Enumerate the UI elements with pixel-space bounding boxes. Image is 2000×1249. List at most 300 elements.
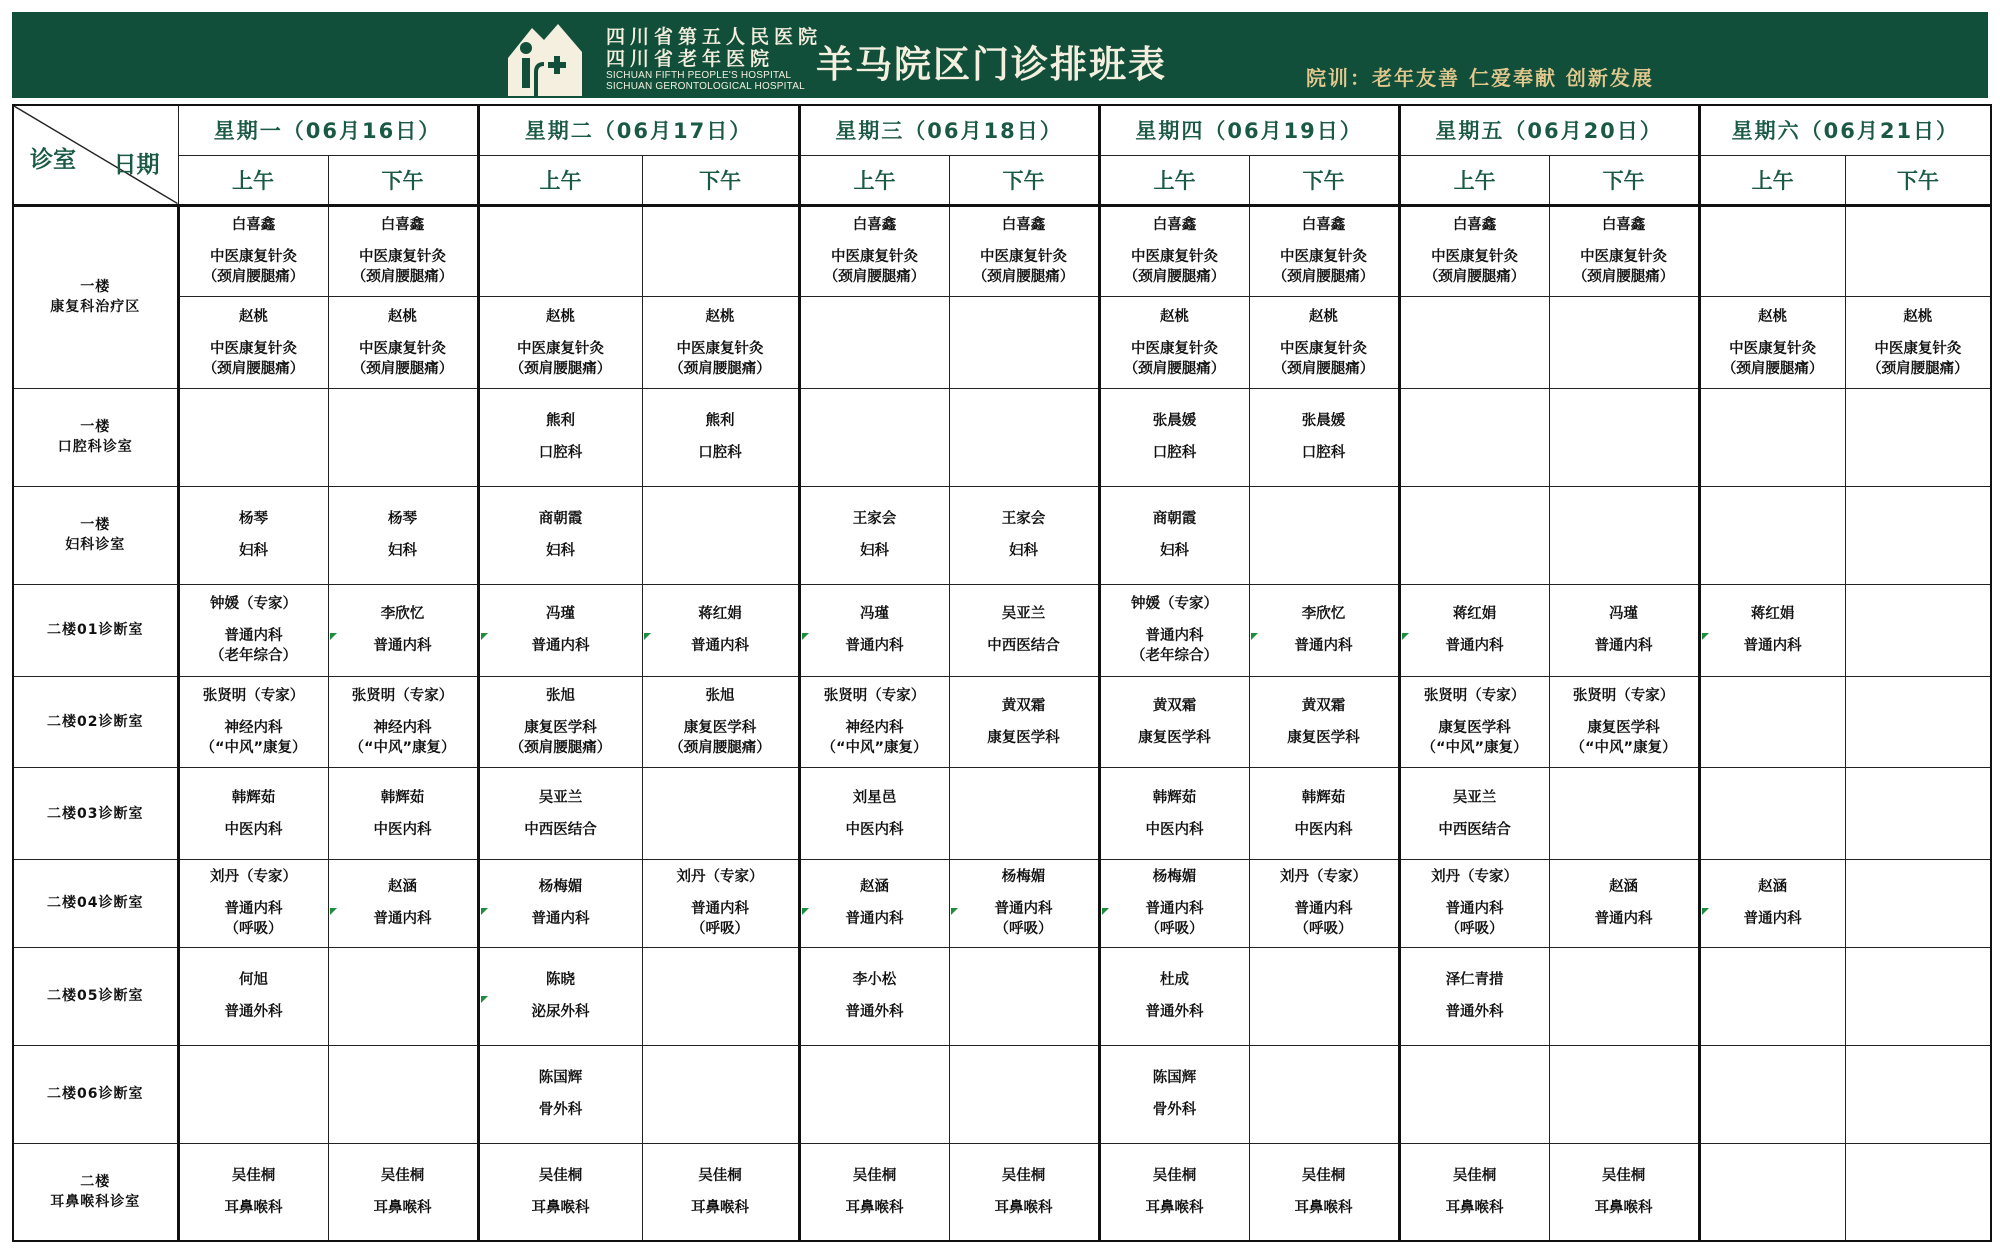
department-name: 康复医学科	[1587, 719, 1660, 736]
department-name: 中医康复针灸	[210, 249, 297, 266]
schedule-cell	[1099, 205, 1249, 297]
doctor-name: 刘丹（专家）	[1431, 869, 1519, 886]
department-name: 普通内科	[1145, 628, 1204, 645]
doctor-name: 王家会	[852, 511, 897, 528]
schedule-cell	[642, 486, 799, 584]
department-name: 中医康复针灸	[1874, 340, 1962, 357]
schedule-cell	[1399, 1045, 1549, 1143]
doctor-name: 赵涵	[1758, 879, 1788, 896]
schedule-cell	[1549, 584, 1699, 676]
schedule-cell	[642, 389, 799, 487]
department-name: （颈肩腰腿痛）	[823, 269, 926, 286]
period-header-am: 上午	[478, 155, 642, 205]
room-label	[13, 947, 178, 1045]
department-name: 普通内科	[1294, 638, 1353, 655]
department-name: （颈肩腰腿痛）	[1867, 360, 1969, 377]
doctor-name: 吴佳桐	[1152, 1167, 1197, 1184]
room-label-line: 二楼01诊断室	[47, 622, 144, 639]
department-name: 耳鼻喉科	[1594, 1199, 1653, 1216]
schedule-cell	[949, 584, 1099, 676]
schedule-cell	[949, 1143, 1099, 1241]
department-name: （“中风”康复）	[821, 739, 928, 756]
doctor-name: 白喜鑫	[852, 217, 897, 234]
department-name: 普通内科	[531, 911, 590, 928]
schedule-cell	[799, 297, 949, 389]
schedule-table	[12, 104, 1992, 1242]
schedule-cell	[478, 584, 642, 676]
department-name: 普通内科	[1145, 901, 1204, 918]
room-label-line: 二楼	[80, 1173, 111, 1190]
doctor-name: 吴佳桐	[1001, 1167, 1046, 1184]
schedule-cell	[328, 584, 478, 676]
department-name: 骨外科	[538, 1102, 583, 1119]
doctor-name: 黄双霜	[1301, 697, 1346, 714]
schedule-cell	[178, 486, 328, 584]
day-header: 星期四（06月19日）	[1099, 105, 1399, 155]
department-name: 耳鼻喉科	[1294, 1199, 1353, 1216]
schedule-cell	[1845, 205, 1991, 297]
schedule-cell	[642, 947, 799, 1045]
doctor-name: 白喜鑫	[1601, 217, 1646, 234]
department-name: 妇科	[860, 543, 890, 560]
department-name: 口腔科	[1301, 445, 1346, 462]
schedule-cell	[949, 676, 1099, 768]
schedule-cell	[178, 584, 328, 676]
schedule-cell	[1399, 584, 1549, 676]
department-name: （颈肩腰腿痛）	[1272, 269, 1375, 286]
schedule-cell	[1249, 584, 1399, 676]
doctor-name: 吴佳桐	[380, 1167, 425, 1184]
page-title: 羊马院区门诊排班表	[816, 43, 1167, 86]
doctor-name: 赵涵	[388, 879, 417, 896]
department-name: （颈肩腰腿痛）	[351, 269, 454, 286]
room-label-line: 口腔科诊室	[57, 439, 133, 456]
schedule-cell	[1699, 584, 1845, 676]
schedule-cell	[1099, 676, 1249, 768]
department-name: （“中风”康复）	[200, 739, 307, 756]
department-name: 中医康复针灸	[1131, 249, 1219, 266]
schedule-cell	[1399, 1143, 1549, 1241]
schedule-cell	[178, 768, 328, 860]
room-label-line: 耳鼻喉科诊室	[50, 1193, 141, 1210]
room-label-line: 康复科治疗区	[50, 299, 141, 316]
schedule-cell	[178, 947, 328, 1045]
schedule-cell	[1399, 205, 1549, 297]
hospital-name-block	[606, 26, 822, 92]
table-row	[13, 486, 1991, 584]
department-name: 耳鼻喉科	[531, 1199, 590, 1216]
doctor-name: 杨琴	[239, 511, 268, 528]
room-label	[13, 389, 178, 487]
department-name: 中医内科	[224, 821, 283, 838]
department-name: 耳鼻喉科	[224, 1199, 283, 1216]
department-name: 普通内科	[224, 901, 283, 918]
doctor-name: 赵桃	[1758, 308, 1788, 325]
department-name: 口腔科	[538, 445, 583, 462]
schedule-cell	[1845, 297, 1991, 389]
period-header-am: 上午	[1099, 155, 1249, 205]
department-name: （呼吸）	[994, 921, 1053, 938]
schedule-cell	[1549, 1143, 1699, 1241]
department-name: 中医康复针灸	[1580, 249, 1668, 266]
department-name: （颈肩腰腿痛）	[1721, 360, 1824, 377]
department-name: 普通内科	[224, 628, 283, 645]
schedule-cell	[328, 389, 478, 487]
department-name: 口腔科	[1152, 445, 1197, 462]
schedule-cell	[1099, 486, 1249, 584]
schedule-cell	[178, 1045, 328, 1143]
doctor-name: 冯瑾	[1609, 606, 1639, 623]
doctor-name: 白喜鑫	[380, 217, 425, 234]
schedule-cell	[1699, 389, 1845, 487]
corner-header	[13, 105, 178, 205]
room-label-line: 二楼05诊断室	[47, 988, 144, 1005]
doctor-name: 刘丹（专家）	[210, 869, 297, 886]
doctor-name: 黄双霜	[1001, 697, 1046, 714]
room-label	[13, 584, 178, 676]
schedule-cell	[1549, 205, 1699, 297]
room-label-line: 一楼	[80, 419, 111, 436]
department-name: 康复医学科	[987, 729, 1060, 746]
doctor-name: 李小松	[852, 972, 897, 989]
schedule-cell	[178, 860, 328, 948]
department-name: （颈肩腰腿痛）	[351, 360, 454, 377]
schedule-cell	[949, 205, 1099, 297]
schedule-cell	[328, 860, 478, 948]
department-name: 中医内科	[845, 821, 904, 838]
doctor-name: 赵桃	[546, 308, 576, 325]
table-row	[13, 205, 1991, 297]
table-row	[13, 297, 1991, 389]
department-name: （呼吸）	[224, 921, 283, 938]
schedule-cell	[1249, 676, 1399, 768]
schedule-cell	[799, 1045, 949, 1143]
schedule-cell	[642, 1143, 799, 1241]
schedule-cell	[1845, 860, 1991, 948]
day-header: 星期一（06月16日）	[178, 105, 478, 155]
department-name: （呼吸）	[1294, 921, 1353, 938]
schedule-cell	[1399, 860, 1549, 948]
period-header-pm: 下午	[642, 155, 799, 205]
doctor-name: 杜成	[1160, 972, 1190, 989]
doctor-name: 赵桃	[705, 308, 735, 325]
schedule-cell	[478, 297, 642, 389]
doctor-name: 吴佳桐	[538, 1167, 583, 1184]
doctor-name: 商朝霞	[1152, 511, 1197, 528]
schedule-cell	[1549, 1045, 1699, 1143]
period-header-am: 上午	[178, 155, 328, 205]
department-name: 中医康复针灸	[359, 249, 446, 266]
doctor-name: 刘丹（专家）	[1280, 869, 1368, 886]
schedule-cell	[1699, 297, 1845, 389]
schedule-cell	[642, 768, 799, 860]
schedule-cell	[1099, 297, 1249, 389]
department-name: （呼吸）	[1145, 921, 1204, 938]
schedule-cell	[1549, 297, 1699, 389]
schedule-cell	[1549, 676, 1699, 768]
department-name: 妇科	[546, 543, 576, 560]
department-name: 中医康复针灸	[1729, 340, 1817, 357]
room-label-line: 二楼04诊断室	[47, 895, 144, 912]
department-name: 中医康复针灸	[831, 249, 919, 266]
doctor-name: 张旭	[546, 687, 576, 704]
department-name: （老年综合）	[210, 648, 297, 665]
schedule-cell	[799, 676, 949, 768]
schedule-cell	[1249, 389, 1399, 487]
schedule-cell	[1249, 947, 1399, 1045]
department-name: 中医内科	[1294, 821, 1353, 838]
doctor-name: 韩辉茹	[1152, 789, 1197, 806]
doctor-name: 吴亚兰	[1001, 606, 1046, 623]
period-header-am: 上午	[1399, 155, 1549, 205]
schedule-cell	[1699, 486, 1845, 584]
doctor-name: 张旭	[705, 687, 735, 704]
schedule-cell	[1399, 486, 1549, 584]
department-name: 普通内科	[1594, 638, 1653, 655]
schedule-cell	[1699, 947, 1845, 1045]
schedule-cell	[799, 584, 949, 676]
schedule-cell	[949, 860, 1099, 948]
period-header-pm: 下午	[1249, 155, 1399, 205]
department-name: 康复医学科	[683, 719, 757, 736]
department-name: 耳鼻喉科	[373, 1199, 432, 1216]
doctor-name: 吴亚兰	[1452, 789, 1497, 806]
department-name: 普通内科	[691, 638, 750, 655]
doctor-name: 刘星邑	[852, 789, 897, 806]
department-name: 普通内科	[691, 901, 750, 918]
schedule-cell	[642, 860, 799, 948]
schedule-cell	[1099, 947, 1249, 1045]
department-name: 耳鼻喉科	[1145, 1199, 1204, 1216]
department-name: 耳鼻喉科	[994, 1199, 1053, 1216]
department-name: 泌尿外科	[531, 1004, 590, 1021]
schedule-cell	[949, 486, 1099, 584]
department-name: 口腔科	[698, 445, 742, 462]
schedule-cell	[328, 1045, 478, 1143]
department-name: 妇科	[1160, 543, 1190, 560]
doctor-name: 赵桃	[1160, 308, 1190, 325]
day-header: 星期五（06月20日）	[1399, 105, 1699, 155]
department-name: 普通内科	[1445, 638, 1504, 655]
schedule-cell	[478, 676, 642, 768]
doctor-name: 张贤明（专家）	[1572, 687, 1675, 704]
table-row	[13, 584, 1991, 676]
schedule-cell	[1249, 205, 1399, 297]
doctor-name: 黄双霜	[1152, 697, 1197, 714]
doctor-name: 陈晓	[546, 972, 576, 989]
doctor-name: 白喜鑫	[1001, 217, 1046, 234]
schedule-cell	[478, 1143, 642, 1241]
schedule-cell	[1399, 947, 1549, 1045]
department-name: （颈肩腰腿痛）	[669, 739, 771, 756]
schedule-cell	[1699, 1143, 1845, 1241]
doctor-name: 韩辉茹	[1301, 789, 1346, 806]
schedule-cell	[799, 1143, 949, 1241]
schedule-cell	[949, 389, 1099, 487]
hospital-name-cn-2: 四川省老年医院	[606, 48, 775, 70]
schedule-cell	[799, 486, 949, 584]
room-label	[13, 676, 178, 768]
schedule-cell	[1399, 297, 1549, 389]
doctor-name: 吴佳桐	[1601, 1167, 1646, 1184]
schedule-cell	[1249, 1045, 1399, 1143]
schedule-cell	[1845, 389, 1991, 487]
schedule-cell	[178, 297, 328, 389]
hospital-name-en-2: SICHUAN GERONTOLOGICAL HOSPITAL	[606, 81, 805, 92]
room-label	[13, 205, 178, 389]
department-name: 神经内科	[224, 719, 283, 736]
schedule-cell	[1699, 768, 1845, 860]
room-label	[13, 1045, 178, 1143]
schedule-cell	[1549, 486, 1699, 584]
department-name: 普通内科	[1294, 901, 1353, 918]
hospital-logo-icon	[502, 18, 584, 96]
department-name: 中西医结合	[987, 638, 1060, 655]
schedule-cell	[178, 205, 328, 297]
doctor-name: 张晨媛	[1152, 413, 1197, 430]
doctor-name: 韩辉茹	[231, 789, 276, 806]
schedule-cell	[328, 297, 478, 389]
schedule-cell	[642, 676, 799, 768]
schedule-cell	[478, 1045, 642, 1143]
schedule-cell	[949, 1045, 1099, 1143]
day-header: 星期二（06月17日）	[478, 105, 799, 155]
schedule-cell	[178, 1143, 328, 1241]
department-name: （颈肩腰腿痛）	[509, 739, 612, 756]
schedule-cell	[642, 584, 799, 676]
department-name: （“中风”康复）	[1570, 739, 1677, 756]
schedule-cell	[799, 947, 949, 1045]
doctor-name: 白喜鑫	[231, 217, 276, 234]
department-name: 中医康复针灸	[676, 340, 764, 357]
doctor-name: 冯瑾	[546, 606, 576, 623]
schedule-cell	[1399, 768, 1549, 860]
doctor-name: 赵桃	[1309, 308, 1339, 325]
hospital-name-en-1: SICHUAN FIFTH PEOPLE'S HOSPITAL	[606, 70, 792, 81]
department-name: （颈肩腰腿痛）	[1123, 269, 1226, 286]
schedule-cell	[478, 486, 642, 584]
schedule-cell	[799, 860, 949, 948]
header-banner	[12, 12, 1988, 98]
schedule-cell	[1249, 486, 1399, 584]
schedule-cell	[478, 768, 642, 860]
period-header-pm: 下午	[1845, 155, 1991, 205]
schedule-cell	[1399, 676, 1549, 768]
doctor-name: 熊利	[546, 413, 576, 430]
doctor-name: 陈国辉	[538, 1070, 583, 1087]
department-name: 耳鼻喉科	[845, 1199, 904, 1216]
department-name: 妇科	[388, 543, 417, 560]
department-name: （颈肩腰腿痛）	[1423, 269, 1526, 286]
department-name: （“中风”康复）	[1421, 739, 1528, 756]
doctor-name: 蒋红娟	[1750, 606, 1795, 623]
schedule-cell	[1699, 676, 1845, 768]
schedule-cell	[642, 297, 799, 389]
doctor-name: 白喜鑫	[1452, 217, 1497, 234]
table-row	[13, 1045, 1991, 1143]
schedule-cell	[1549, 947, 1699, 1045]
day-header: 星期三（06月18日）	[799, 105, 1099, 155]
department-name: （呼吸）	[1445, 921, 1504, 938]
doctor-name: 赵桃	[1903, 308, 1933, 325]
room-label	[13, 768, 178, 860]
doctor-name: 熊利	[705, 413, 735, 430]
schedule-cell	[1699, 1045, 1845, 1143]
table-row	[13, 768, 1991, 860]
doctor-name: 张贤明（专家）	[1423, 687, 1526, 704]
schedule-cell	[478, 947, 642, 1045]
department-name: 耳鼻喉科	[1445, 1199, 1504, 1216]
schedule-cell	[1845, 1143, 1991, 1241]
schedule-cell	[1099, 768, 1249, 860]
department-name: 神经内科	[845, 719, 904, 736]
department-name: 中医康复针灸	[359, 340, 446, 357]
corner-room-label: 诊室	[30, 146, 76, 173]
department-name: 普通内科	[1594, 911, 1653, 928]
schedule-cell	[1099, 584, 1249, 676]
department-name: 中医康复针灸	[1280, 249, 1368, 266]
department-name: 普通内科	[1743, 638, 1802, 655]
department-name: 康复医学科	[1438, 719, 1511, 736]
room-label-line: 一楼	[80, 279, 111, 296]
schedule-cell	[478, 389, 642, 487]
doctor-name: 杨梅媚	[538, 879, 583, 896]
schedule-cell	[1549, 860, 1699, 948]
schedule-cell	[478, 860, 642, 948]
schedule-cell	[1249, 297, 1399, 389]
schedule-cell	[949, 768, 1099, 860]
department-name: 普通内科	[845, 638, 904, 655]
day-header: 星期六（06月21日）	[1699, 105, 1991, 155]
department-name: （颈肩腰腿痛）	[972, 269, 1075, 286]
department-name: （颈肩腰腿痛）	[1572, 269, 1675, 286]
period-header-pm: 下午	[1549, 155, 1699, 205]
doctor-name: 杨梅媚	[1152, 869, 1197, 886]
schedule-cell	[478, 205, 642, 297]
department-name: 中西医结合	[524, 821, 597, 838]
department-name: 中医康复针灸	[1131, 340, 1219, 357]
doctor-name: 张贤明（专家）	[823, 687, 926, 704]
schedule-cell	[799, 205, 949, 297]
schedule-cell	[328, 768, 478, 860]
period-header-am: 上午	[1699, 155, 1845, 205]
department-name: 骨外科	[1152, 1102, 1197, 1119]
room-label-line: 二楼03诊断室	[47, 805, 144, 822]
room-label-line: 二楼02诊断室	[47, 713, 144, 730]
schedule-cell	[328, 676, 478, 768]
department-name: 普通外科	[845, 1004, 904, 1021]
schedule-cell	[328, 1143, 478, 1241]
doctor-name: 白喜鑫	[1152, 217, 1197, 234]
department-name: 普通内科	[994, 901, 1053, 918]
department-name: （“中风”康复）	[349, 739, 456, 756]
table-row	[13, 947, 1991, 1045]
department-name: （颈肩腰腿痛）	[509, 360, 612, 377]
schedule-cell	[328, 205, 478, 297]
department-name: 普通内科	[373, 911, 432, 928]
doctor-name: 杨梅媚	[1001, 869, 1046, 886]
doctor-name: 吴佳桐	[231, 1167, 276, 1184]
department-name: 妇科	[239, 543, 268, 560]
schedule-cell	[642, 1045, 799, 1143]
schedule-cell	[1845, 486, 1991, 584]
doctor-name: 李欣忆	[380, 606, 425, 623]
room-label-line: 一楼	[80, 517, 111, 534]
doctor-name: 吴佳桐	[852, 1167, 897, 1184]
schedule-cell	[949, 297, 1099, 389]
department-name: 普通内科	[1743, 911, 1802, 928]
period-header-am: 上午	[799, 155, 949, 205]
